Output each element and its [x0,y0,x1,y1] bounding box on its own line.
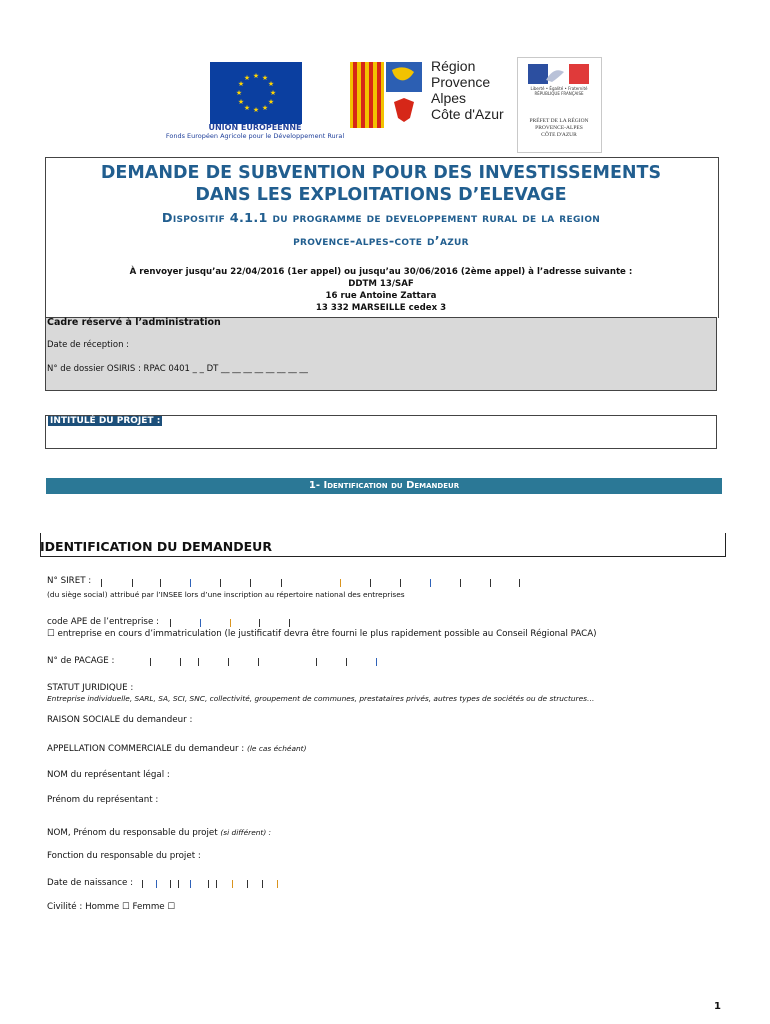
page-number: 1 [714,1001,721,1012]
region-line: Provence [431,74,491,90]
osiris-number-field: N° de dossier OSIRIS : RPAC 0401 _ _ DT __ __ __ __ __ __ __ __ [47,364,308,374]
pacage-input[interactable] [0,658,770,668]
svg-text:★: ★ [243,74,251,82]
appellation-label: APPELLATION COMMERCIALE du demandeur : [47,744,245,754]
marianne-logo [528,64,589,84]
svg-text:★: ★ [235,89,243,97]
dispositif-title: Dispositif 4.1.1 du programme de developpement rural de la region [161,211,601,226]
send-instructions: À renvoyer jusqu’au 22/04/2016 (1er appel) ou jusqu’au 30/06/2016 (2ème appel) à l’adresse suivante : [129,267,633,277]
ape-label: code APE de l’entreprise : [47,617,159,627]
responsable-label: NOM, Prénom du responsable du projet [47,828,218,838]
address-line-3: 13 332 MARSEILLE cedex 3 [315,303,447,313]
section-header-title: 1- Identification du Demandeur [308,480,460,491]
region-subtitle: provence-alpes-cote d’azur [293,234,469,249]
svg-text:★: ★ [267,80,275,88]
siret-input[interactable] [0,579,770,589]
prefet-line: PROVENCE-ALPES [535,125,583,131]
republique-francaise-text [521,86,597,96]
raison-sociale-label: RAISON SOCIALE du demandeur : [47,715,193,725]
appellation-note: (le cas échéant) [247,744,307,753]
prefet-small-line: Liberté • Égalité • Fraternité [530,86,588,91]
prefet-line: CÔTE D'AZUR [541,132,577,138]
eu-title: UNION EUROPÉENNE [208,123,302,132]
region-line: Alpes [431,90,467,106]
eu-subtitle: Fonds Européen Agricole pour le Développement Rural [165,132,345,140]
svg-text:★: ★ [252,72,260,80]
prefet-text [519,118,599,139]
naissance-input[interactable] [0,880,770,890]
region-line: Côte d'Azur [431,106,504,122]
prefet-line: PRÉFET DE LA RÉGION [529,118,589,124]
siret-note: (du siège social) attribué par l’INSEE lors d’une inscription au répertoire national des entreprises [47,590,405,599]
nom-representant-label: NOM du représentant légal : [47,770,170,780]
appellation-field [47,744,306,754]
admin-reserved-box [45,317,717,391]
identification-heading: IDENTIFICATION DU DEMANDEUR [40,539,272,554]
ape-input[interactable] [0,619,770,629]
svg-text:★: ★ [243,104,251,112]
responsable-note: (si différent) : [220,828,272,837]
svg-text:★: ★ [237,98,245,106]
document-title [45,162,717,206]
eu-flag-logo [210,62,302,124]
statut-label: STATUT JURIDIQUE : [47,683,134,693]
title-line-2: DANS LES EXPLOITATIONS D’ELEVAGE [195,185,567,205]
svg-text:★: ★ [261,74,269,82]
address-line-2: 16 rue Antoine Zattara [325,291,437,301]
region-line: Région [431,58,476,74]
svg-text:★: ★ [267,98,275,106]
title-line-1: DEMANDE DE SUBVENTION POUR DES INVESTISSEMENTS [100,163,662,183]
prefet-small-line: RÉPUBLIQUE FRANÇAISE [534,91,584,96]
naissance-label: Date de naissance : [47,878,134,888]
svg-text:★: ★ [237,80,245,88]
responsable-field [47,828,271,838]
admin-title: Cadre réservé à l’administration [47,317,221,328]
ident-underline [40,556,726,557]
svg-text:★: ★ [269,89,277,97]
statut-note: Entreprise individuelle, SARL, SA, SCI, SNC, collectivité, groupement de communes, prestataires privés, autres types de sociétés ou de structures… [47,694,595,703]
immatriculation-checkbox[interactable]: ☐ entreprise en cours d’immatriculation (le justificatif devra être fourni le plus rapidement possible au Conseil Régional PACA) [47,629,597,639]
pacage-label: N° de PACAGE : [47,656,115,666]
project-title-label: INTITULÉ DU PROJET : [50,416,161,426]
region-shield-logo [350,62,422,128]
fonction-label: Fonction du responsable du projet : [47,851,201,861]
civilite-checkboxes[interactable]: Civilité : Homme ☐ Femme ☐ [47,902,176,912]
ident-frame-right [725,533,726,557]
siret-label: N° SIRET : [47,576,92,586]
svg-text:★: ★ [261,104,269,112]
date-reception-field: Date de réception : [47,340,130,350]
region-name [431,58,504,122]
address-line-1: DDTM 13/SAF [348,279,414,289]
svg-text:★: ★ [252,106,260,114]
prenom-representant-label: Prénom du représentant : [47,795,159,805]
